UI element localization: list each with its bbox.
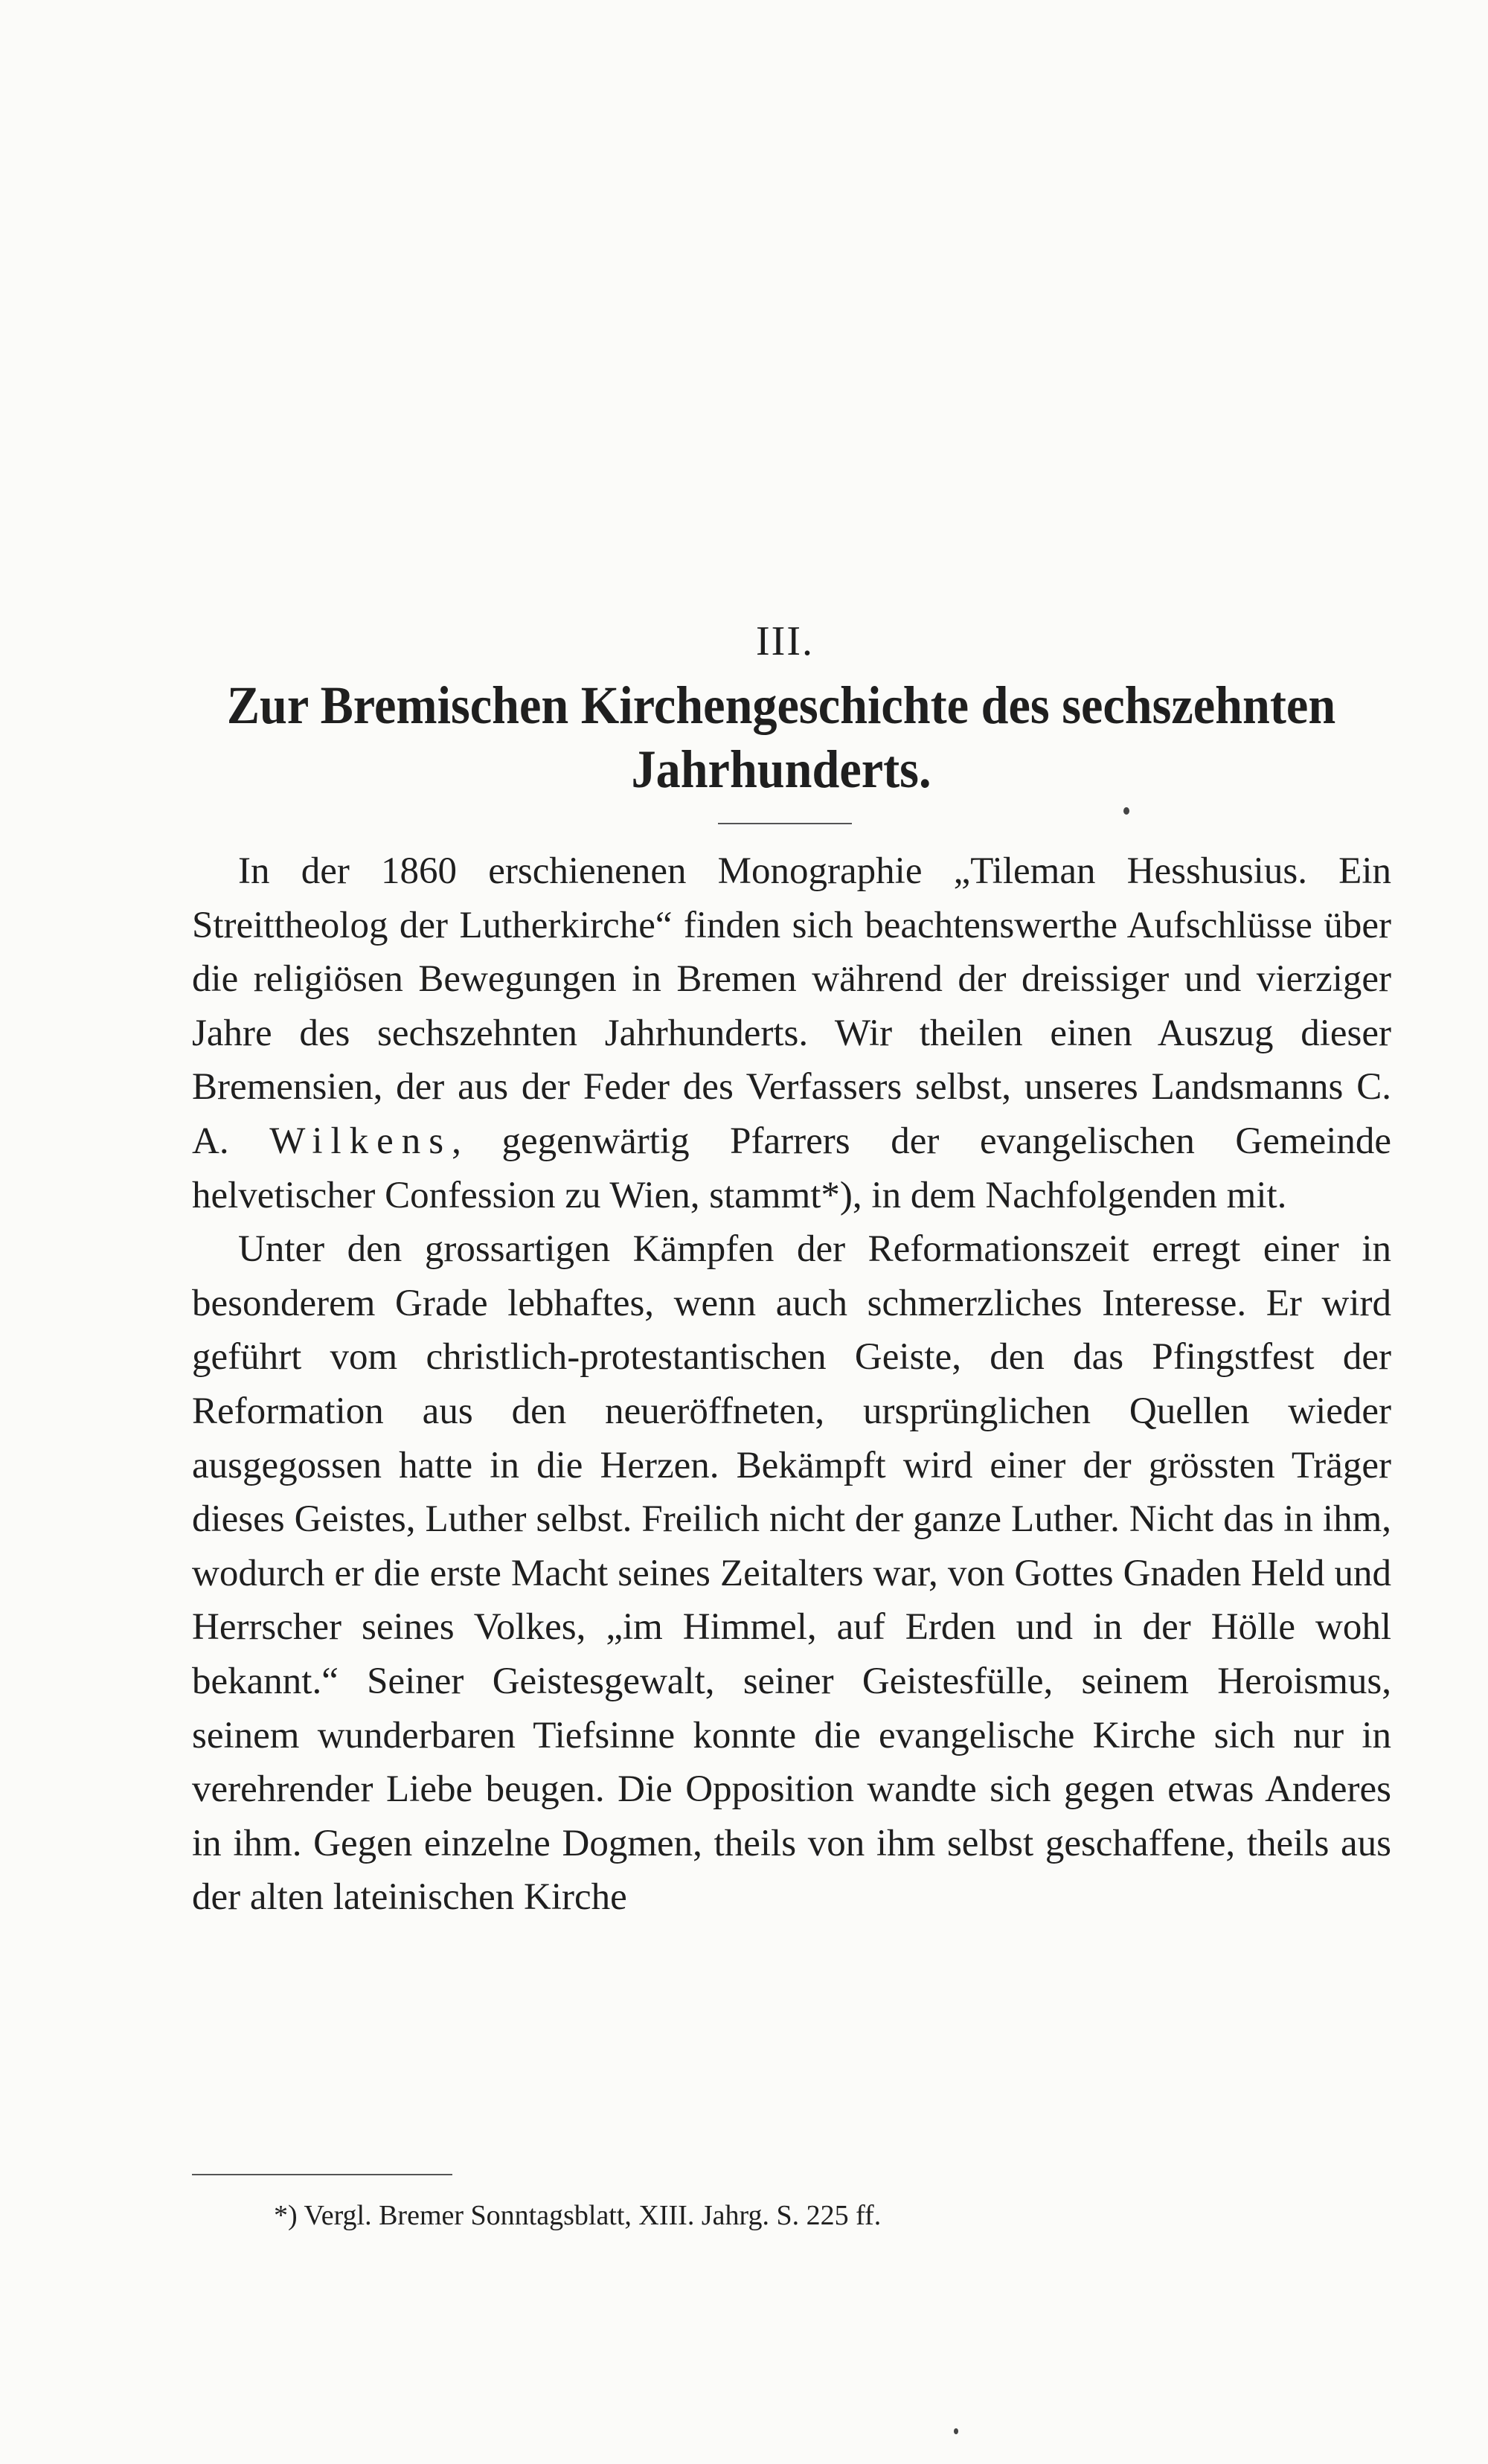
footnote-divider-rule <box>192 2174 452 2175</box>
ink-speck <box>954 2428 958 2434</box>
title-divider-rule <box>718 823 852 824</box>
paragraph-main: Unter den grossartigen Kämpfen der Reformationszeit erregt einer in besonderem Grade lebhaftes, wenn auch schmerzliches Interesse. Er wird geführt vom christlich-protestantischen Geiste, den das Pfingstfest der Reformation aus den neueröffneten, ursprünglichen Quellen wieder ausgegossen hatte in die Herzen. Bekämpft wird einer der grössten Träger dieses Geistes, Luther selbst. Freilich nicht der ganze Luther. Nicht das in ihm, wodurch er die erste Macht seines Zeitalters war, von Gottes Gnaden Held und Herrscher seines Volkes, „im Himmel, auf Erden und in der Hölle wohl bekannt.“ Seiner Geistesgewalt, seiner Geistesfülle, seinem Heroismus, seinem wunderbaren Tiefsinne konnte die evangelische Kirche sich nur in verehrender Liebe beugen. Die Opposition wandte sich gegen etwas Anderes in ihm. Gegen einzelne Dogmen, theils von ihm selbst geschaffene, theils aus der alten lateinischen Kirche <box>192 1228 1391 1919</box>
chapter-number: III. <box>756 618 814 664</box>
author-name-spaced: Wilkens <box>269 1120 452 1162</box>
chapter-title-line-1: Zur Bremischen Kirchengeschichte des sechszehnten <box>226 676 1336 735</box>
chapter-title <box>227 673 1335 801</box>
paragraph-intro <box>192 844 1391 1222</box>
paragraph-intro-text-b: , gegenwärtig Pfarrers der evangelischen Gemeinde helvetischer Confession zu Wien, stammt*), in dem Nachfolgenden mit. <box>192 1120 1392 1216</box>
ink-speck <box>1123 807 1129 815</box>
footnote: *) Vergl. Bremer Sonntagsblatt, XIII. Jahrg. S. 225 ff. <box>274 2200 882 2231</box>
chapter-title-line-2: Jahrhunderts. <box>631 739 931 799</box>
paragraph-intro-text-a: In der 1860 erschienenen Monographie „Tileman Hesshusius. Ein Streittheolog der Lutherkirche“ finden sich beachtenswerthe Aufschlüsse über die religiösen Bewegungen in Bremen während der dreissiger und vierziger Jahre des sechszehnten Jahrhunderts. Wir theilen einen Auszug dieser Bremensien, der aus der Feder des Verfassers selbst, unseres Landsmanns C. A. <box>192 850 1391 1162</box>
body-text <box>192 844 1391 1925</box>
